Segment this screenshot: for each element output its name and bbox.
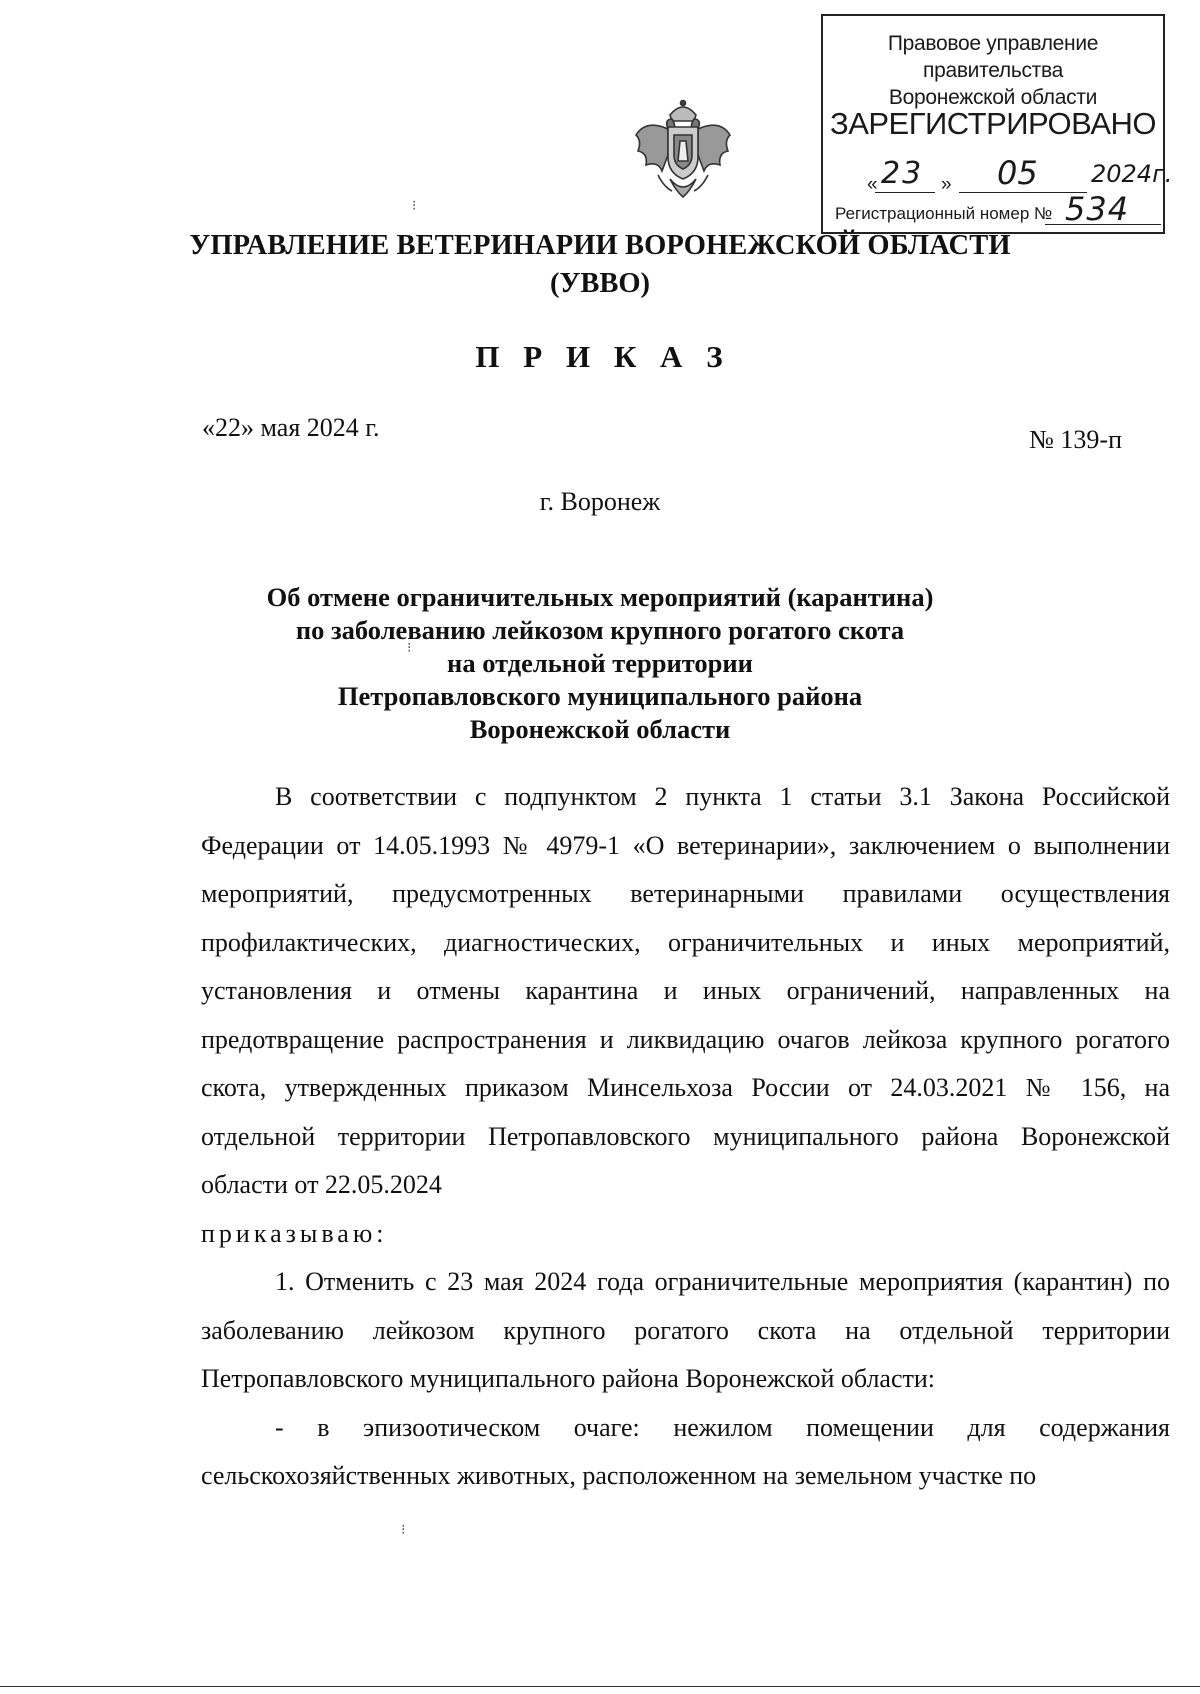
stamp-organization-line: Воронежской области — [888, 86, 1098, 109]
organization-abbreviation: (УВВО) — [549, 268, 651, 299]
stamp-reg-number: 534 — [1065, 190, 1130, 228]
registration-stamp — [821, 14, 1173, 234]
scan-mark: ⁝ — [412, 199, 417, 214]
order-item-1-subitem: - в эпизоотическом очаге: нежилом помещении для содержания сельскохозяйственных животных, расположенном на земельном участке по — [201, 1412, 1170, 1490]
stamp-status: ЗАРЕГИСТРИРОВАНО — [829, 106, 1156, 141]
stamp-day: 23 — [881, 156, 924, 191]
stamp-reg-number-label: Регистрационный номер № — [835, 204, 1053, 223]
document-city: г. Воронеж — [539, 487, 661, 516]
stamp-quote-open: « — [867, 174, 878, 195]
organization-title: УПРАВЛЕНИЕ ВЕТЕРИНАРИИ ВОРОНЕЖСКОЙ ОБЛАСТИ — [189, 230, 1011, 261]
coat-of-arms-emblem — [628, 95, 738, 205]
subject-line: Об отмене ограничительных мероприятий (карантина) — [266, 582, 934, 612]
order-word: приказываю: — [201, 1218, 388, 1248]
document-body — [201, 773, 1170, 1501]
scan-mark: ⁝ — [401, 1523, 406, 1538]
page-bottom-rule — [0, 1686, 1200, 1687]
document-type: П Р И К А З — [475, 339, 731, 374]
subject-line: Петропавловского муниципального района — [337, 681, 863, 711]
scan-mark: ⁝ — [407, 641, 412, 656]
subject-line: Воронежской области — [469, 714, 731, 744]
order-item-1: 1. Отменить с 23 мая 2024 года ограничительные мероприятия (карантин) по заболеванию лейкозом крупного рогатого скота на отдельной территории Петропавловского муниципального района Воронежской области: — [201, 1267, 1170, 1393]
subject-line: по заболеванию лейкозом крупного рогатого скота — [295, 615, 905, 645]
stamp-year: 2024г. — [1091, 160, 1173, 188]
subject-line: на отдельной территории — [447, 648, 753, 678]
stamp-day-underline — [875, 192, 935, 193]
preamble-paragraph: В соответствии с подпунктом 2 пункта 1 статьи 3.1 Закона Российской Федерации от 14.05.1993 № 4979-1 «О ветеринарии», заключением о выполнении мероприятий, предусмотренных ветеринарными правилами осуществления профилактических, диагностических, ограничительных и иных мероприятий, установления и отмены карантина и иных ограничений, направленных на предотвращение распространения и ликвидацию очагов лейкоза крупного рогатого скота, утвержденных приказом Минсельхоза России от 24.03.2021 № 156, на отдельной территории Петропавловского муниципального района Воронежской области от 22.05.2024 — [201, 782, 1170, 1199]
stamp-organization-line: Правовое управление правительства — [887, 32, 1099, 82]
document-date: «22» мая 2024 г. — [202, 413, 380, 442]
document-number: № 139-п — [1029, 425, 1122, 454]
stamp-quote-close: » — [941, 174, 952, 195]
stamp-month: 05 — [997, 154, 1038, 192]
stamp-organization — [823, 30, 1163, 111]
stamp-reg-number-underline — [1045, 224, 1161, 225]
document-subject — [0, 581, 1200, 746]
